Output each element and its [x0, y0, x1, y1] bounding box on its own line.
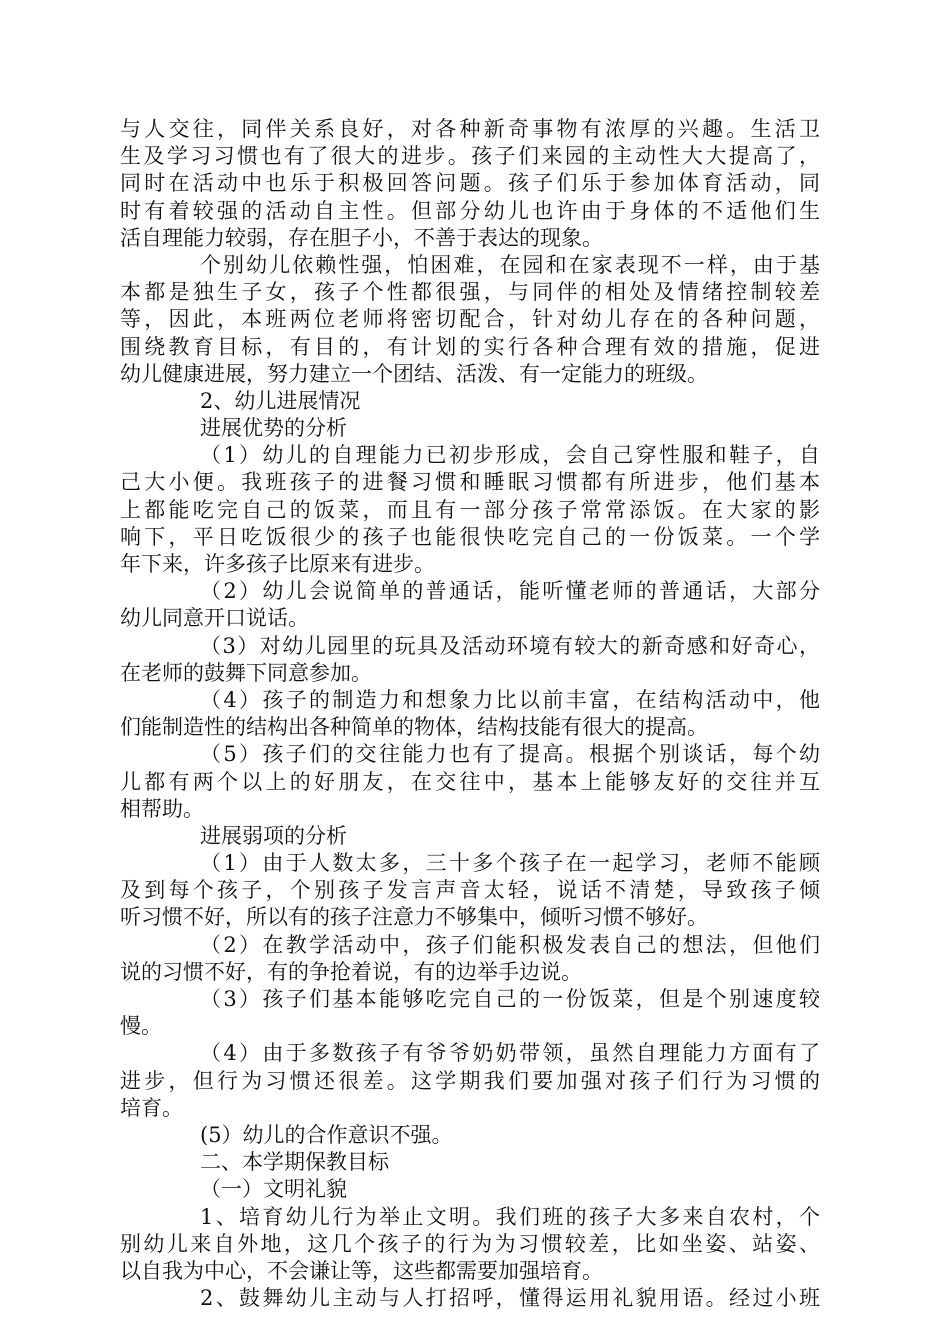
text-line: 1、培育幼儿行为举止文明。我们班的孩子大多来自农村，个: [200, 1204, 820, 1229]
text-line: （1）幼儿的自理能力已初步形成，会自己穿性服和鞋子，自: [200, 443, 820, 468]
text-line: 上都能吃完自己的饭菜，而且有一部分孩子常常添饭。在大家的影: [120, 497, 820, 522]
text-line: 别幼儿来自外地，这几个孩子的行为为习惯较差，比如坐姿、站姿、: [120, 1231, 820, 1256]
text-line: 时有着较强的活动自主性。但部分幼儿也许由于身体的不适他们生: [120, 198, 820, 223]
text-line: 进步，但行为习惯还很差。这学期我们要加强对孩子们行为习惯的: [120, 1068, 820, 1093]
text-line: （1）由于人数太多，三十多个孩子在一起学习，老师不能顾: [200, 851, 820, 876]
text-line: 们能制造性的结构出各种简单的物体，结构技能有很大的提高。: [120, 715, 708, 740]
text-line: 培育。: [120, 1095, 183, 1120]
text-line: 听习惯不好，所以有的孩子注意力不够集中，倾听习惯不够好。: [120, 905, 708, 930]
text-line: 围绕教育目标，有目的，有计划的实行各种合理有效的措施，促进: [120, 334, 820, 359]
text-line: 等，因此，本班两位老师将密切配合，针对幼儿存在的各种问题，: [120, 307, 820, 332]
text-line: 己大小便。我班孩子的进餐习惯和睡眠习惯都有所进步，他们基本: [120, 470, 820, 495]
text-line: 幼儿同意开口说话。: [120, 606, 309, 631]
text-line: 年下来，许多孩子比原来有进步。: [120, 552, 435, 576]
text-line: 个别幼儿依赖性强，怕困难，在园和在家表现不一样，由于基: [200, 252, 820, 277]
text-line: （4）孩子的制造力和想象力比以前丰富，在结构活动中，他: [200, 687, 820, 712]
text-line: （3）对幼儿园里的玩具及活动环境有较大的新奇感和好奇心，: [200, 633, 820, 658]
text-line: 与人交往，同伴关系良好，对各种新奇事物有浓厚的兴趣。生活卫: [120, 117, 820, 141]
text-line: 在老师的鼓舞下同意参加。: [120, 660, 372, 685]
text-line: 2、幼儿进展情况: [200, 388, 361, 413]
text-line: 二、本学期保教目标: [200, 1150, 389, 1175]
text-line: 生及学习习惯也有了很大的进步。孩子们来园的主动性大大提高了，: [120, 144, 820, 169]
document-body-text: [120, 116, 820, 1312]
text-line: 幼儿健康进展，努力建立一个团结、活泼、有一定能力的班级。: [120, 361, 708, 386]
text-line: 进展优势的分析: [200, 416, 347, 441]
text-line: (5）幼儿的合作意识不强。: [200, 1122, 453, 1147]
text-line: 相帮助。: [120, 796, 204, 821]
text-line: （一）文明礼貌: [200, 1177, 347, 1202]
text-line: （3）孩子们基本能够吃完自己的一份饭菜，但是个别速度较: [200, 987, 820, 1011]
text-line: 及到每个孩子，个别孩子发言声音太轻，说话不清楚，导致孩子倾: [120, 878, 820, 903]
text-line: （2）在教学活动中，孩子们能积极发表自己的想法，但他们: [200, 932, 820, 957]
text-line: 本都是独生子女，孩子个性都很强，与同伴的相处及情绪控制较差: [120, 280, 820, 305]
text-line: 进展弱项的分析: [200, 823, 347, 848]
text-line: 说的习惯不好，有的争抢着说，有的边举手边说。: [120, 959, 582, 984]
text-line: （2）幼儿会说简单的普通话，能听懂老师的普通话，大部分: [200, 579, 820, 604]
text-line: 活自理能力较弱，存在胆子小，不善于表达的现象。: [120, 225, 603, 250]
text-line: 以自我为中心，不会谦让等，这些都需要加强培育。: [120, 1258, 603, 1283]
text-line: 儿都有两个以上的好朋友，在交往中，基本上能够友好的交往并互: [120, 769, 820, 794]
text-line: 慢。: [120, 1014, 162, 1039]
text-line: 响下，平日吃饭很少的孩子也能很快吃完自己的一份饭菜。一个学: [120, 524, 820, 549]
text-line: （5）孩子们的交往能力也有了提高。根据个别谈话，每个幼: [200, 742, 820, 767]
text-line: 2、鼓舞幼儿主动与人打招呼，懂得运用礼貌用语。经过小班: [200, 1286, 820, 1311]
text-line: （4）由于多数孩子有爷爷奶奶带领，虽然自理能力方面有了: [200, 1041, 820, 1066]
text-line: 同时在活动中也乐于积极回答问题。孩子们乐于参加体育活动，同: [120, 171, 820, 196]
